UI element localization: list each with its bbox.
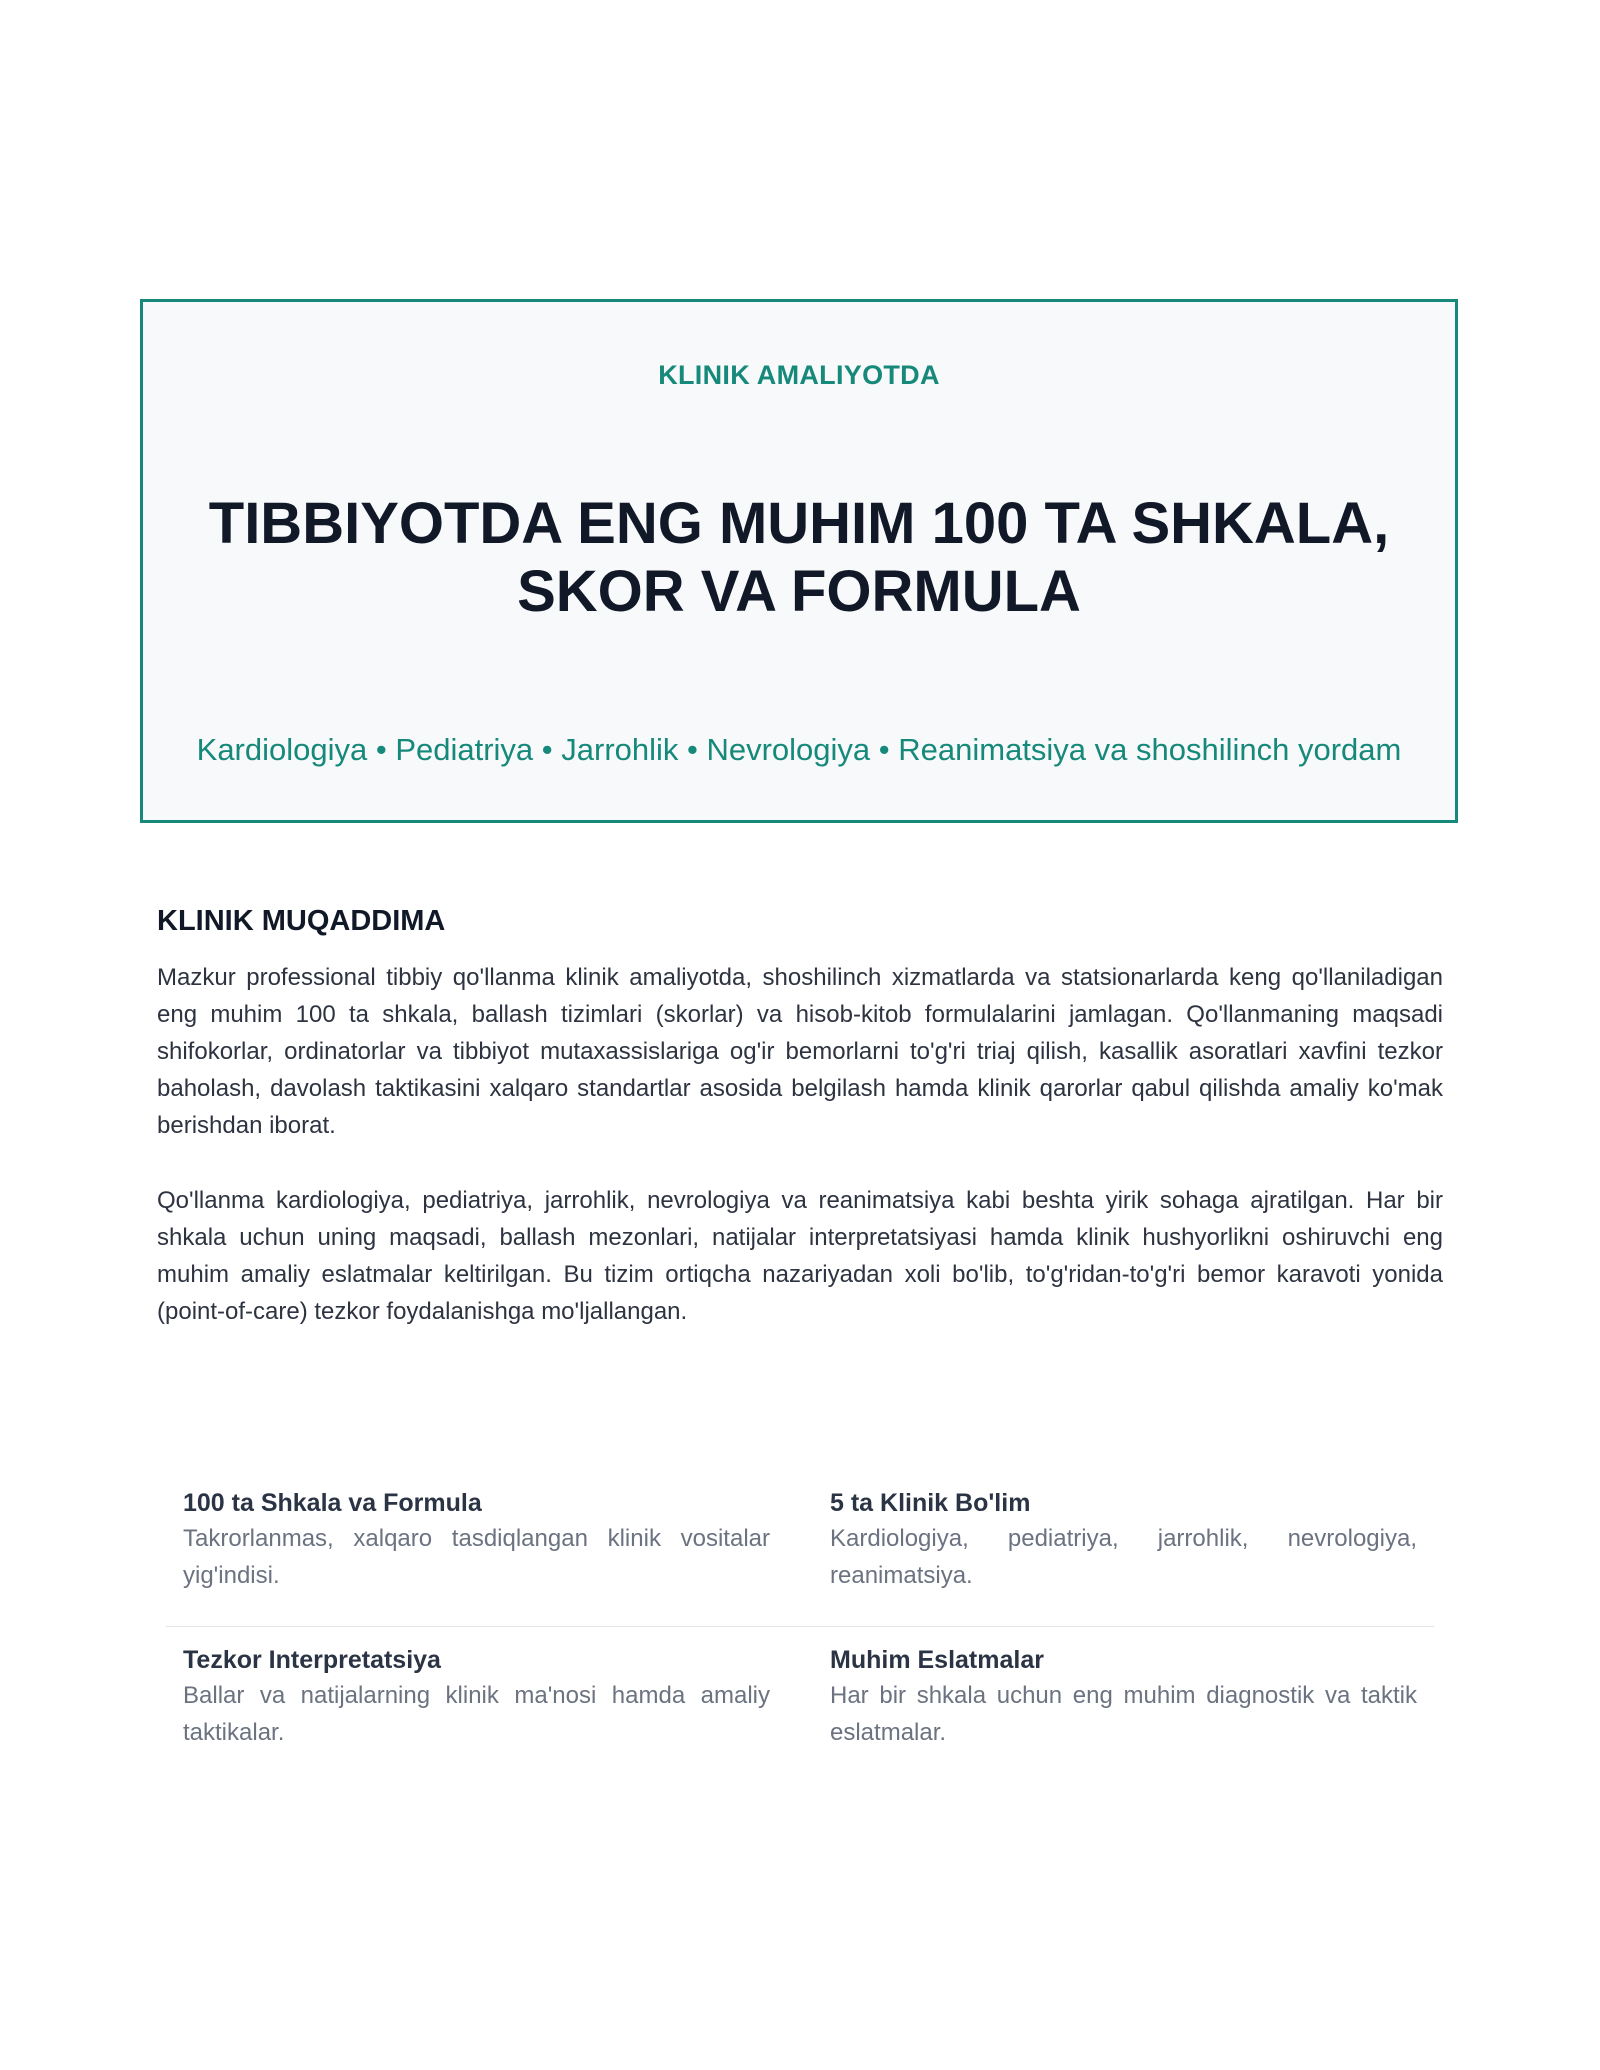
feature-description: Har bir shkala uchun eng muhim diagnostik va taktik eslatmalar.: [830, 1682, 1417, 1746]
feature-row: [166, 1470, 1434, 1626]
feature-description: Kardiologiya, pediatriya, jarrohlik, nevrologiya, reanimatsiya.: [830, 1525, 1417, 1589]
title-line-2: SKOR VA FORMULA: [517, 559, 1081, 624]
feature-description: Takrorlanmas, xalqaro tasdiqlangan klinik vositalar yig'indisi.: [183, 1525, 770, 1589]
feature-title: Tezkor Interpretatsiya: [183, 1646, 441, 1674]
feature-item: [183, 1643, 770, 1751]
feature-description: Ballar va natijalarning klinik ma'nosi hamda amaliy taktikalar.: [183, 1682, 770, 1746]
feature-title: 100 ta Shkala va Formula: [183, 1489, 482, 1517]
feature-title: Muhim Eslatmalar: [830, 1646, 1044, 1674]
title-line-1: TIBBIYOTDA ENG MUHIM 100 TA SHKALA,: [208, 491, 1390, 556]
section-heading: KLINIK MUQADDIMA: [157, 905, 446, 937]
intro-paragraph-2: Qo'llanma kardiologiya, pediatriya, jarrohlik, nevrologiya va reanimatsiya kabi beshta yirik sohaga ajratilgan. Har bir shkala uchun uning maqsadi, ballash mezonlari, natijalar interpretatsiyasi hamda klinik hushyorlikni oshiruvchi eng muhim amaliy eslatmalar keltirilgan. Bu tizim ortiqcha nazariyadan xoli bo'lib, to'g'ridan-to'g'ri bemor karavoti yonida (point-of-care) tezkor foydalanishga mo'ljallangan.: [157, 1187, 1443, 1325]
title-box: [140, 299, 1458, 823]
feature-item: [830, 1486, 1417, 1594]
feature-row: [166, 1626, 1434, 1783]
feature-title: 5 ta Klinik Bo'lim: [830, 1489, 1031, 1517]
document-title: [183, 490, 1415, 626]
feature-item: [183, 1486, 770, 1594]
subtitle-sections: Kardiologiya • Pediatriya • Jarrohlik • Nevrologiya • Reanimatsiya va shoshilinch yordam: [196, 732, 1402, 767]
intro-paragraph-1: Mazkur professional tibbiy qo'llanma klinik amaliyotda, shoshilinch xizmatlarda va statsionarlarda keng qo'llaniladigan eng muhim 100 ta shkala, ballash tizimlari (skorlar) va hisob-kitob formulalarini jamlagan. Qo'llanmaning maqsadi shifokorlar, ordinatorlar va tibbiyot mutaxassislariga og'ir bemorlarni to'g'ri triaj qilish, kasallik asoratlari xavfini tezkor baholash, davolash taktikasini xalqaro standartlar asosida belgilash hamda klinik qarorlar qabul qilishda amaliy ko'mak berishdan iborat.: [157, 964, 1443, 1139]
kicker-label: KLINIK AMALIYOTDA: [658, 360, 940, 390]
feature-item: [830, 1643, 1417, 1751]
feature-grid: [166, 1470, 1434, 1783]
